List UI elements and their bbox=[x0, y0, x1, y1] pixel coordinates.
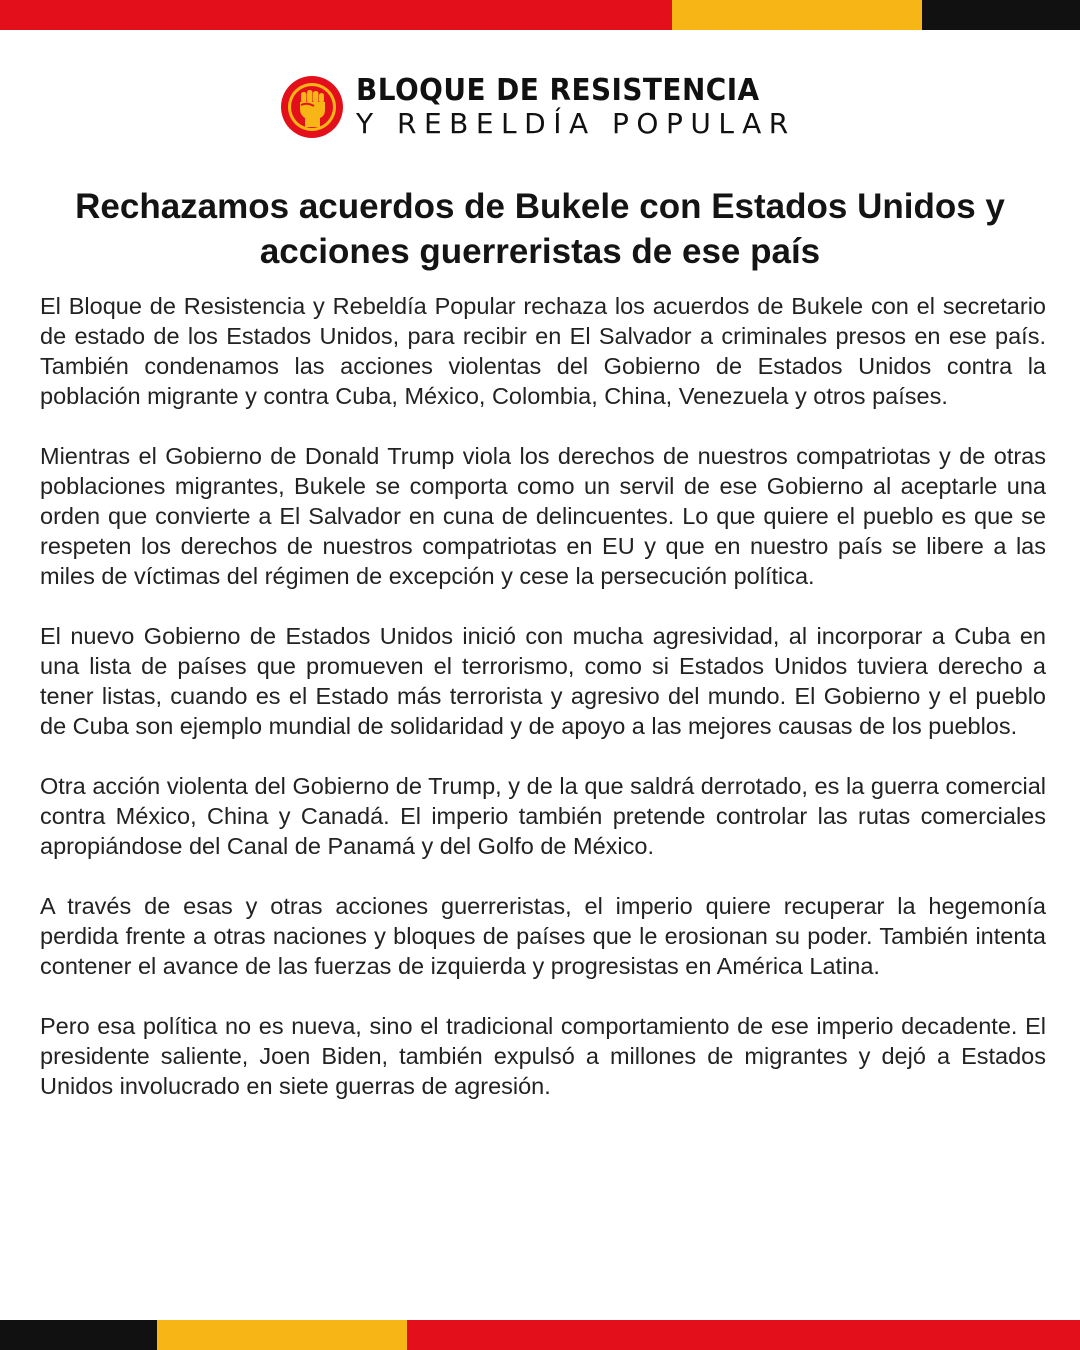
logo-title-line2: Y REBELDÍA POPULAR bbox=[356, 107, 796, 140]
page-title: Rechazamos acuerdos de Bukele con Estados Unidos y acciones guerreristas de ese país bbox=[75, 187, 1005, 271]
paragraph-6: Pero esa política no es nueva, sino el tradicional comportamiento de ese imperio decadente. El presidente saliente, Joen Biden, también expulsó a millones de migrantes y dejó a Estados Unidos involucrado en siete guerras de agresión. bbox=[40, 1013, 1046, 1099]
top-bar-yellow-segment bbox=[672, 0, 922, 30]
paragraph-4: Otra acción violenta del Gobierno de Trump, y de la que saldrá derrotado, es la guerra comercial contra México, China y Canadá. El imperio también pretende controlar las rutas comerciales apropiándose del Canal de Panamá y del Golfo de México. bbox=[40, 773, 1046, 859]
top-color-bar bbox=[0, 0, 1080, 30]
paragraph-3: El nuevo Gobierno de Estados Unidos inició con mucha agresividad, al incorporar a Cuba en una lista de países que promueven el terrorismo, como si Estados Unidos tuviera derecho a tener listas, cuando es el Estado más terrorista y agresivo del mundo. El Gobierno y el pueblo de Cuba son ejemplo mundial de solidaridad y de apoyo a las mejores causas de los pueblos. bbox=[40, 623, 1046, 739]
paragraph-1: El Bloque de Resistencia y Rebeldía Popular rechaza los acuerdos de Bukele con el secretario de estado de los Estados Unidos, para recibir en El Salvador a criminales presos en ese país. También condenamos las acciones violentas del Gobierno de Estados Unidos contra la población migrante y contra Cuba, México, Colombia, China, Venezuela y otros países. bbox=[40, 293, 1046, 409]
paragraph-5: A través de esas y otras acciones guerreristas, el imperio quiere recuperar la hegemonía perdida frente a otras naciones y bloques de países que le erosionan su poder. También intenta contener el avance de las fuerzas de izquierda y progresistas en América Latina. bbox=[40, 893, 1046, 979]
paragraph-2: Mientras el Gobierno de Donald Trump viola los derechos de nuestros compatriotas y de otras poblaciones migrantes, Bukele se comporta como un servil de ese Gobierno al aceptarle una orden que convierte a El Salvador en cuna de delincuentes. Lo que quiere el pueblo es que se respeten los derechos de nuestros compatriotas en EU y que en nuestro país se libere a las miles de víctimas del régimen de excepción y cese la persecución política. bbox=[40, 443, 1046, 589]
bottom-bar-yellow-segment bbox=[157, 1320, 407, 1350]
raised-fist-icon bbox=[280, 75, 344, 139]
bottom-color-bar bbox=[0, 1320, 1080, 1350]
top-bar-red-segment bbox=[0, 0, 672, 30]
logo-title-line1: BLOQUE DE RESISTENCIA bbox=[356, 73, 760, 108]
organization-logo bbox=[280, 74, 796, 140]
bottom-bar-red-segment bbox=[407, 1320, 1080, 1350]
bottom-bar-black-segment bbox=[0, 1320, 157, 1350]
statement-body bbox=[40, 291, 1046, 1131]
top-bar-black-segment bbox=[922, 0, 1080, 30]
